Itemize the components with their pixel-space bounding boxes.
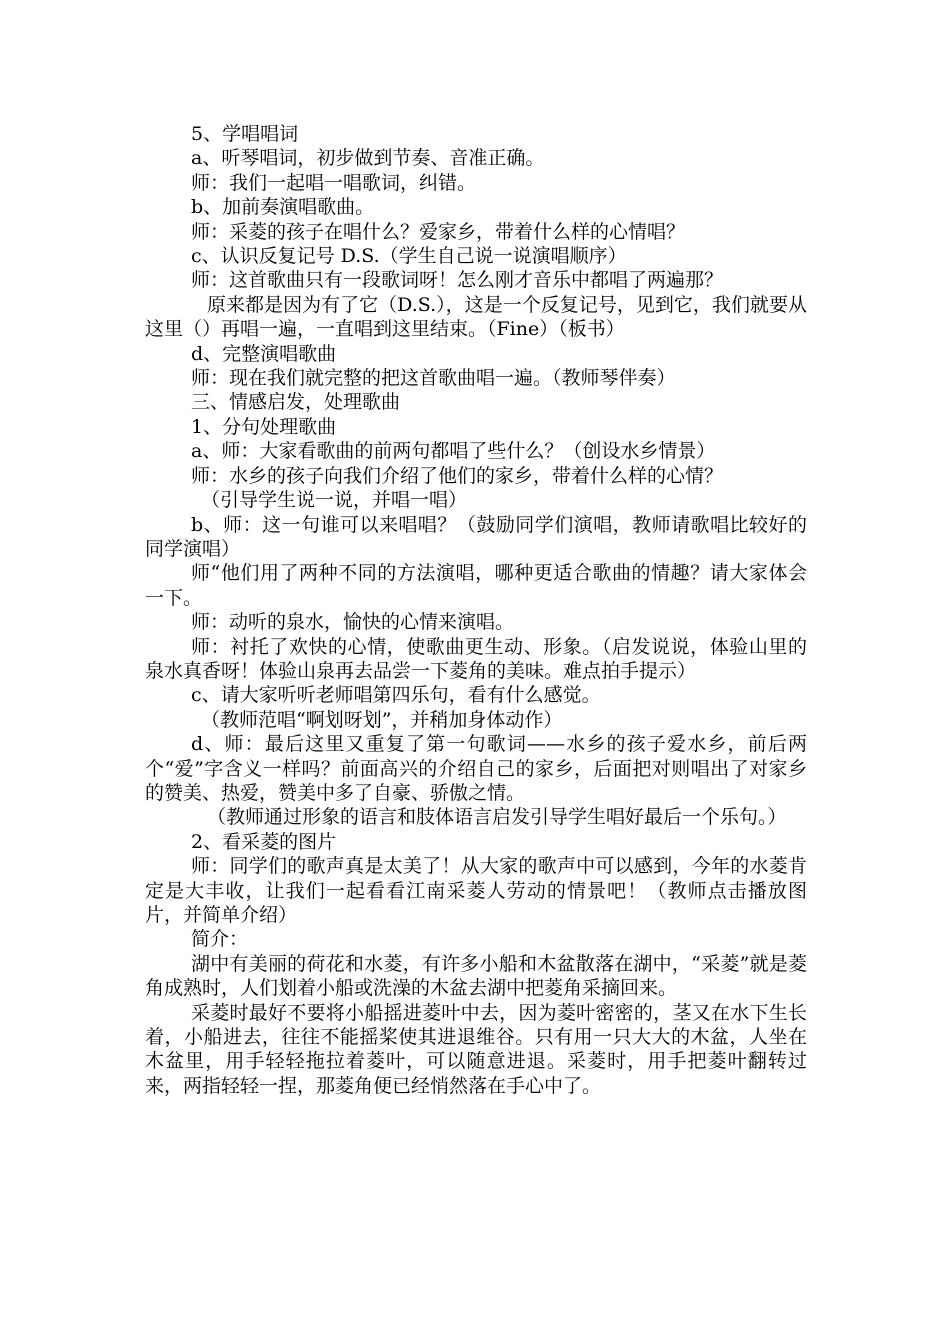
- paragraph: a、听琴唱词，初步做到节奏、音准正确。: [191, 147, 545, 170]
- paragraph: 原来都是因为有了它（D.S.），这是一个反复记号，见到它，我们就要从这里（）再唱一遍，一直唱到这里结束。（Fine）（板书）: [145, 293, 807, 341]
- paragraph: 师：水乡的孩子向我们介绍了他们的家乡，带着什么样的心情？: [191, 464, 724, 487]
- paragraph: 师：现在我们就完整的把这首歌曲唱一遍。（教师琴伴奏）: [191, 367, 676, 390]
- paragraph: 师：同学们的歌声真是太美了！从大家的歌声中可以感到，今年的水菱肯定是大丰收，让我们一起看看江南采菱人劳动的情景吧！（教师点击播放图片，并简单介绍）: [145, 855, 807, 926]
- paragraph: d、师：最后这里又重复了第一句歌词——水乡的孩子爱水乡，前后两个“爱”字含义一样吗？前面高兴的介绍自己的家乡，后面把对则唱出了对家乡的赞美、热爱，赞美中多了自豪、骄傲之情。: [145, 733, 807, 804]
- paragraph: （教师通过形象的语言和肢体语言启发引导学生唱好最后一个乐句。）: [207, 806, 787, 829]
- paragraph: d、完整演唱歌曲: [191, 342, 337, 365]
- paragraph: 师：采菱的孩子在唱什么？爱家乡，带着什么样的心情唱？: [191, 220, 686, 243]
- paragraph: b、加前奏演唱歌曲。: [191, 196, 375, 219]
- paragraph: c、认识反复记号 D.S.（学生自己说一说演唱顺序）: [191, 245, 627, 268]
- section-heading: 2、看采菱的图片: [191, 830, 337, 853]
- paragraph: 湖中有美丽的荷花和水菱，有许多小船和木盆散落在湖中，“采菱”就是菱角成熟时，人们划着小船或洗澡的木盆去湖中把菱角采摘回来。: [145, 952, 807, 1000]
- section-heading: 5、学唱唱词: [191, 123, 299, 145]
- paragraph: 简介：: [191, 928, 249, 951]
- paragraph: 采菱时最好不要将小船摇进菱叶中去，因为菱叶密密的，茎又在水下生长着，小船进去，往往不能摇桨使其进退维谷。只有用一只大大的木盆，人坐在木盆里，用手轻轻拖拉着菱叶，可以随意进退。采菱时，用手把菱叶翻转过来，两指轻轻一捏，那菱角便已经悄然落在手心中了。: [145, 1001, 807, 1097]
- document-body: [145, 122, 807, 1098]
- section-heading: 1、分句处理歌曲: [191, 415, 337, 438]
- paragraph: （引导学生说一说，并唱一唱）: [201, 489, 468, 512]
- paragraph: b、师：这一句谁可以来唱唱？（鼓励同学们演唱，教师请歌唱比较好的同学演唱）: [145, 513, 807, 560]
- paragraph: 师：动听的泉水，愉快的心情来演唱。: [191, 611, 515, 634]
- paragraph: 师：我们一起唱一唱歌词，纠错。: [191, 171, 477, 194]
- section-heading: 三、情感启发，处理歌曲: [191, 391, 401, 414]
- paragraph: 师：衬托了欢快的心情，使歌曲更生动、形象。（启发说说，体验山里的泉水真香呀！体验山泉再去品尝一下菱角的美味。难点拍手提示）: [145, 635, 807, 682]
- paragraph: 师“他们用了两种不同的方法演唱，哪种更适合歌曲的情趣？请大家体会一下。: [145, 562, 807, 609]
- paragraph: c、请大家听听老师唱第四乐句，看有什么感觉。: [191, 684, 601, 707]
- paragraph: a、师：大家看歌曲的前两句都唱了些什么？（创设水乡情景）: [191, 440, 716, 463]
- paragraph: 师：这首歌曲只有一段歌词呀！怎么刚才音乐中都唱了两遍那？: [191, 269, 724, 292]
- paragraph: （教师范唱“啊划呀划”，并稍加身体动作）: [201, 708, 563, 731]
